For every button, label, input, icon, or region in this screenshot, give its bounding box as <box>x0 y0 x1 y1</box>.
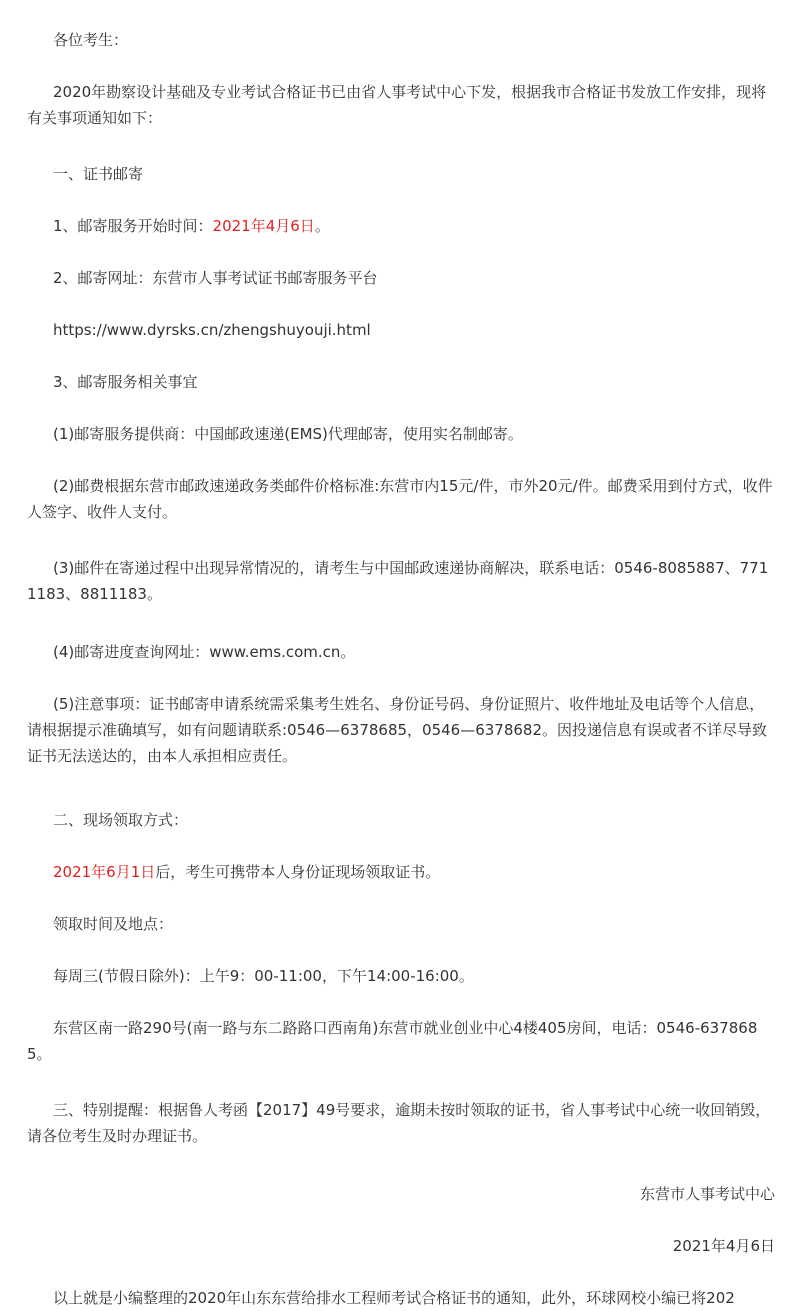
signature-org: 东营市人事考试中心 <box>639 1185 775 1203</box>
special-reminder: 三、特别提醒：根据鲁人考函【2017】49号要求，逾期未按时领取的证书，省人事考试中心统一收回销毁，请各位考生及时办理证书。 <box>27 1101 771 1145</box>
pickup-time-place-label: 领取时间及地点： <box>53 915 174 933</box>
mail-start-date: 2021年4月6日 <box>212 217 315 235</box>
pickup-start-text: 后，考生可携带本人身份证现场领取证书。 <box>155 863 441 881</box>
greeting: 各位考生： <box>53 31 129 49</box>
mail-tracking: (4)邮寄进度查询网址：www.ems.com.cn。 <box>53 643 356 661</box>
pickup-hours: 每周三(节假日除外)：上午9：00-11:00，下午14:00-16:00。 <box>53 967 474 985</box>
pickup-address: 东营区南一路290号(南一路与东二路路口西南角)东营市就业创业中心4楼405房间，电话：0546-6378685。 <box>27 1019 758 1063</box>
mail-start-suffix: 。 <box>314 217 330 235</box>
section1-heading: 一、证书邮寄 <box>53 165 144 183</box>
mail-website: 2、邮寄网址：东营市人事考试证书邮寄服务平台 <box>53 269 378 287</box>
mail-start-label: 1、邮寄服务开始时间： <box>53 217 213 235</box>
pickup-start <box>27 859 440 885</box>
mail-url-link[interactable]: https://www.dyrsks.cn/zhengshuyouji.html <box>53 321 371 339</box>
intro-paragraph: 2020年勘察设计基础及专业考试合格证书已由省人事考试中心下发，根据我市合格证书发放工作安排，现将有关事项通知如下： <box>27 83 767 127</box>
footer-text: 以上就是小编整理的2020年山东东营给排水工程师考试合格证书的通知，此外，环球网校小编已将202 <box>53 1289 735 1307</box>
signature-date: 2021年4月6日 <box>672 1237 775 1255</box>
mail-fee: (2)邮费根据东营市邮政速递政务类邮件价格标准:东营市内15元/件，市外20元/件。邮费采用到付方式，收件人签字、收件人支付。 <box>27 477 773 521</box>
mail-provider: (1)邮寄服务提供商：中国邮政速递(EMS)代理邮寄，使用实名制邮寄。 <box>53 425 523 443</box>
mail-service-matters: 3、邮寄服务相关事宜 <box>53 373 198 391</box>
mail-exception: (3)邮件在寄递过程中出现异常情况的，请考生与中国邮政速递协商解决，联系电话：0546-8085887、7711183、8811183。 <box>27 559 769 603</box>
section2-heading: 二、现场领取方式： <box>53 811 189 829</box>
pickup-date: 2021年6月1日 <box>53 863 156 881</box>
mail-notes: (5)注意事项：证书邮寄申请系统需采集考生姓名、身份证号码、身份证照片、收件地址及电话等个人信息，请根据提示准确填写，如有问题请联系:0546—6378685，0546—6378682。因投递信息有误或者不详尽导致证书无法送达的，由本人承担相应责任。 <box>27 695 768 765</box>
mail-start-time <box>27 213 330 239</box>
